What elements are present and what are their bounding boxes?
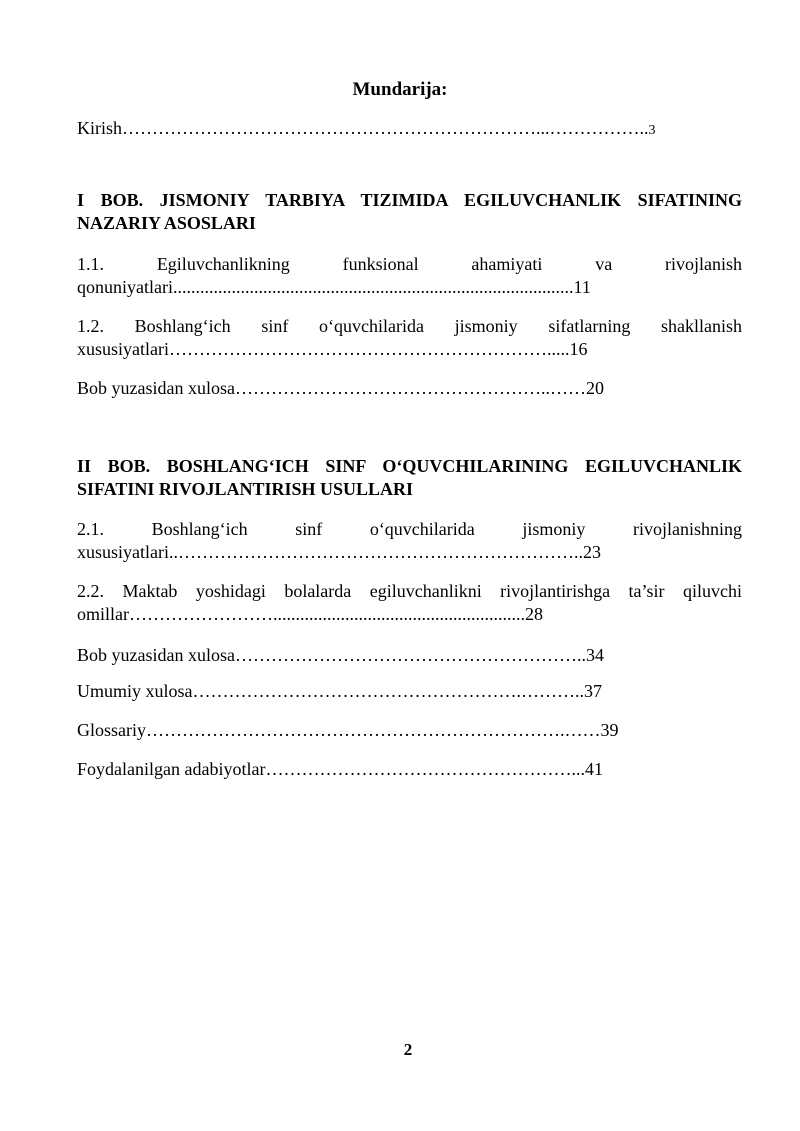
toc-entry-references xyxy=(77,758,742,781)
page-number: 2 xyxy=(403,1040,413,1059)
toc-entry-text: Foydalanilgan adabiyotlar……………………………………………... xyxy=(77,759,585,779)
toc-entry-page: 28 xyxy=(525,604,543,624)
toc-entry-text: 1.1. Egiluvchanlikning funksional ahamiyati va rivojlanish qonuniyatlari......................................................................................... xyxy=(77,254,742,297)
toc-entry-2-2 xyxy=(77,580,742,626)
toc-entry-page: 11 xyxy=(573,277,591,297)
toc-title: Mundarija: xyxy=(352,79,448,100)
toc-entry-2-summary xyxy=(77,644,742,667)
toc-entry-1-2 xyxy=(77,315,742,361)
toc-entry-2-1 xyxy=(77,518,742,564)
chapter-2-heading: II BOB. BOSHLANG‘ICH SINF O‘QUVCHILARINING EGILUVCHANLIK SIFATINI RIVOJLANTIRISH USULLARI xyxy=(77,456,742,499)
toc-entry-page: 39 xyxy=(600,720,619,740)
toc-entry-text: 2.1. Boshlang‘ich sinf o‘quvchilarida jismoniy rivojlanishning xususiyatlari..………………………………………………………….. xyxy=(77,519,742,562)
toc-entry-label: Kirish xyxy=(77,118,122,138)
toc-entry-page: 16 xyxy=(569,339,588,359)
toc-entry-1-summary xyxy=(77,377,742,400)
toc-entry-page: 20 xyxy=(585,378,604,398)
toc-entry-page: 23 xyxy=(583,542,601,562)
toc-entry-1-1 xyxy=(77,253,742,299)
toc-entry-page: 34 xyxy=(585,645,604,665)
toc-entry-page: 3 xyxy=(648,123,656,138)
toc-entry-glossary xyxy=(77,719,742,742)
toc-entry-page: 41 xyxy=(584,759,603,779)
toc-entry-page: 37 xyxy=(584,681,602,701)
toc-entry-dots: ……………………………………………………………...…………….. xyxy=(122,118,649,138)
toc-entry-text: Bob yuzasidan xulosa………………………………………………….. xyxy=(77,645,586,665)
toc-entry-text: Umumiy xulosa……………………………………………….……….. xyxy=(77,681,584,701)
toc-entry-text: Bob yuzasidan xulosa……………………………………………..…… xyxy=(77,378,586,398)
toc-entry-conclusion xyxy=(77,680,742,703)
toc-entry-intro xyxy=(77,117,742,142)
chapter-1-heading: I BOB. JISMONIY TARBIYA TIZIMIDA EGILUVCHANLIK SIFATINING NAZARIY ASOSLARI xyxy=(77,190,742,233)
toc-entry-text: Glossariy…………………………………………………………….…… xyxy=(77,720,601,740)
toc-entry-text: 2.2. Maktab yoshidagi bolalarda egiluvchanlikni rivojlantirishga ta’sir qiluvchi omillar……………………........................................................ xyxy=(77,581,742,624)
toc-entry-text: 1.2. Boshlang‘ich sinf o‘quvchilarida jismoniy sifatlarning shakllanish xususiyatlari………………………………………………………..... xyxy=(77,316,742,359)
